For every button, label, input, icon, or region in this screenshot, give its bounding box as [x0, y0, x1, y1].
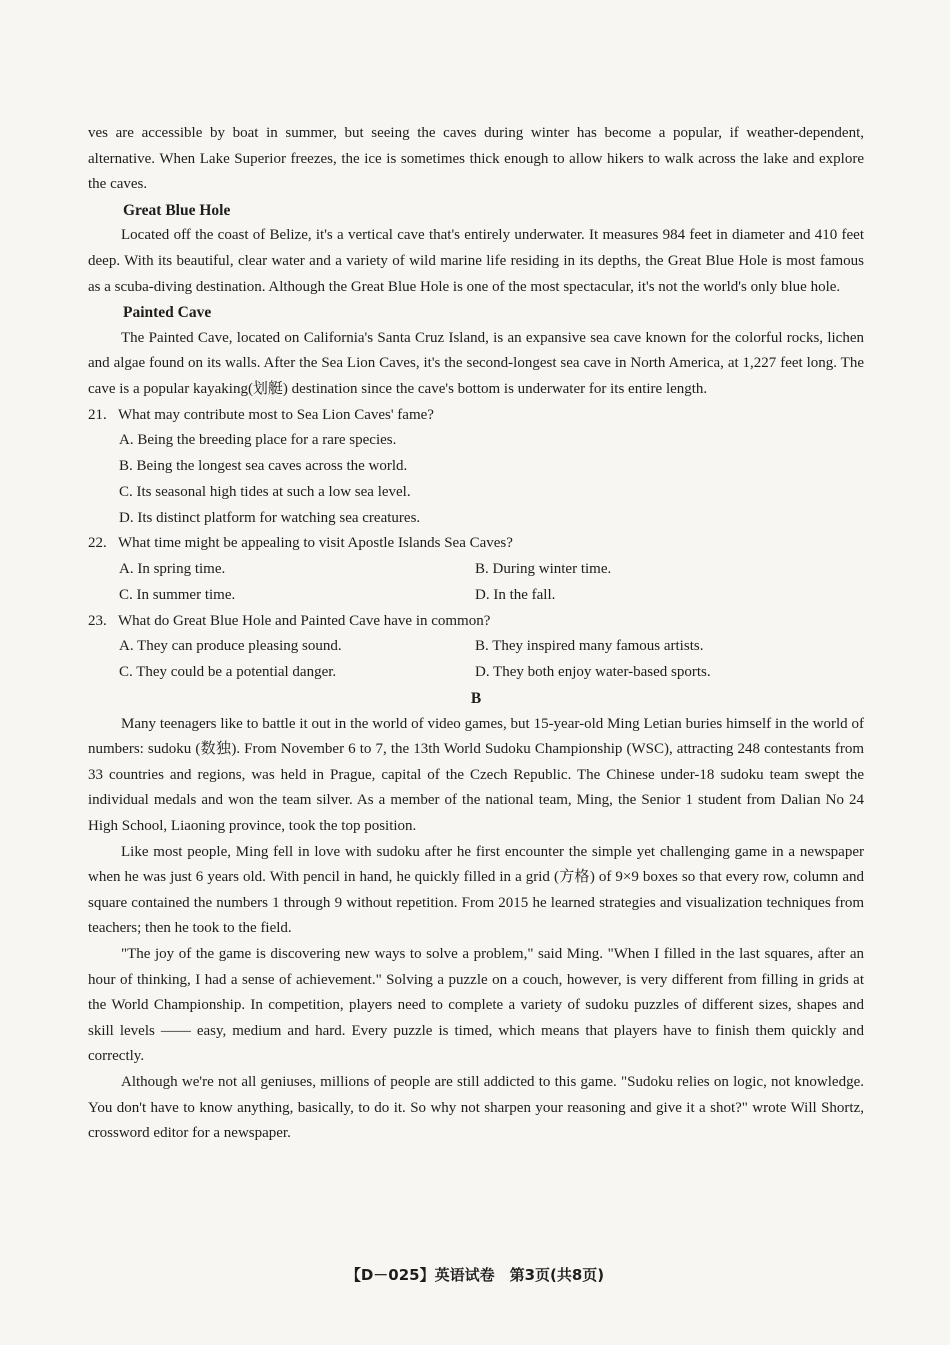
section-heading: Great Blue Hole: [123, 201, 231, 219]
section-heading: Painted Cave: [123, 304, 212, 322]
question-21: [88, 403, 864, 532]
question-number: 22.: [88, 535, 107, 552]
question-23: [88, 609, 864, 686]
passage-a-intro: ves are accessible by boat in summer, but seeing the caves during winter has become a popular, if weather-dependent, alternative. When Lake Superior freezes, the ice is sometimes thick enough to allow hikers to walk across the lake and explore the caves.: [88, 125, 864, 193]
option-c: C. Its seasonal high tides at such a low sea level.: [119, 483, 411, 500]
section-great-blue-hole: [88, 198, 864, 300]
question-stem: [88, 609, 864, 635]
passage-b-paragraph-3: "The joy of the game is discovering new ways to solve a problem," said Ming. "When I filled in the last squares, after an hour of thinking, I had a sense of achievement." Solving a puzzle on a couch, however, is very different from filling in grids at the World Championship. In competition, players need to complete a variety of sudoku puzzles of different sizes, shapes and skill levels —— easy, medium and hard. Every puzzle is timed, which means that players have to finish them quickly and correctly.: [88, 946, 864, 1065]
option-c: C. They could be a potential danger.: [119, 663, 337, 680]
question-text: What do Great Blue Hole and Painted Cave have in common?: [118, 612, 491, 629]
option-b: B. During winter time.: [475, 560, 612, 577]
option-row: [119, 583, 864, 609]
section-text: The Painted Cave, located on California's Santa Cruz Island, is an expansive sea cave known for the colorful rocks, lichen and algae found on its walls. After the Sea Lion Caves, it's the second-longest sea cave in North America, at 1,227 feet long. The cave is a popular kayaking(划艇) destination since the cave's bottom is underwater for its entire length.: [88, 329, 864, 397]
passage-b-paragraph-2: Like most people, Ming fell in love with sudoku after he first encounter the simple yet challenging game in a newspaper when he was just 6 years old. With pencil in hand, he quickly filled in a grid (方格) of 9×9 boxes so that every row, column and square contained the numbers 1 through 9 without repetition. From 2015 he learned strategies and visualization techniques from teachers; then he took to the field.: [88, 843, 864, 937]
question-stem: [88, 403, 864, 429]
option-b: B. They inspired many famous artists.: [475, 638, 704, 655]
question-text: What time might be appealing to visit Apostle Islands Sea Caves?: [118, 535, 513, 552]
option-row: [119, 634, 864, 660]
option-a: A. In spring time.: [119, 560, 226, 577]
passage-b-paragraph-1: Many teenagers like to battle it out in the world of video games, but 15-year-old Ming Letian buries himself in the world of numbers: sudoku (数独). From November 6 to 7, the 13th World Sudoku Championship (WSC), attracting 248 contestants from 33 countries and regions, was held in Prague, capital of the Czech Republic. The Chinese under-18 sudoku team swept the individual medals and won the team silver. As a member of the national team, Ming, the Senior 1 student from Dalian No 24 High School, Liaoning province, took the top position.: [88, 715, 864, 835]
option-d: D. In the fall.: [475, 586, 556, 603]
option-a: A. They can produce pleasing sound.: [119, 638, 342, 655]
passage-b-paragraph-4: Although we're not all geniuses, millions of people are still addicted to this game. "Sudoku relies on logic, not knowledge. You don't have to know anything, basically, to do it. So why not sharpen your reasoning and give it a shot?" wrote Will Shortz, crossword editor for a newspaper.: [88, 1074, 864, 1142]
section-painted-cave: [88, 300, 864, 402]
option-c: C. In summer time.: [119, 586, 236, 603]
section-text: Located off the coast of Belize, it's a vertical cave that's entirely underwater. It measures 984 feet in diameter and 410 feet deep. With its beautiful, clear water and a variety of wild marine life residing in its depths, the Great Blue Hole is most famous as a scuba-diving destination. Although the Great Blue Hole is one of the most spectacular, it's not the world's only blue hole.: [88, 227, 864, 295]
question-text: What may contribute most to Sea Lion Caves' fame?: [118, 406, 434, 423]
question-number: 21.: [88, 406, 107, 423]
option-d: D. They both enjoy water-based sports.: [475, 663, 711, 680]
option-row: [119, 557, 864, 583]
question-22: [88, 531, 864, 608]
option-row: [119, 660, 864, 686]
question-number: 23.: [88, 612, 107, 629]
section-label-b: B: [470, 689, 482, 707]
option-b: B. Being the longest sea caves across the world.: [119, 457, 408, 474]
option-d: D. Its distinct platform for watching sea creatures.: [119, 509, 421, 526]
question-stem: [88, 531, 864, 557]
option-a: A. Being the breeding place for a rare species.: [119, 432, 397, 449]
page-footer: 【D－025】英语试卷 第3页(共8页): [345, 1266, 605, 1284]
